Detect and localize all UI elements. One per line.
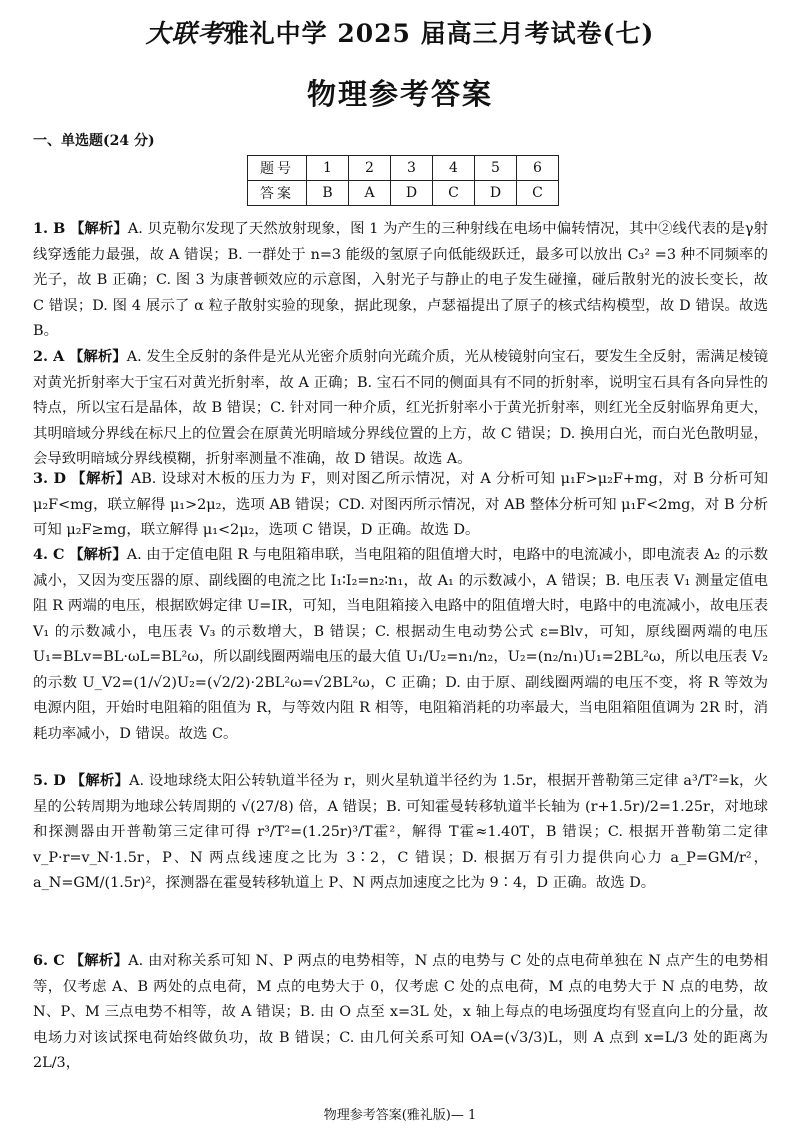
analysis-tag: 【解析】 [68, 348, 127, 365]
page-footer: 物理参考答案(雅礼版)— 1 [323, 1108, 477, 1123]
explanation-text: A. 由对称关系可知 N、P 两点的电势相等，N 点的电势与 C 处的点电荷单独在 N 点产生的电势相等，仅考虑 A、B 两处的点电荷，M 点的电势大于 0，仅考虑 C 处的点电荷，M 点的电势大于 N 点的电势，故 N、P、M 三点电势不相等，故 A 错误；B. 由 O 点至 x=3L 处，x 轴上每点的电场强度均有竖直向上的分量，故电场力对该试探电荷始终做负功，故 B 错误；C. 由几何关系可知 OA=(√3/3)L，则 A 点到 x=L/3 处的距离为 2L/3， [33, 953, 768, 1071]
question-2-explanation [33, 344, 768, 473]
page-title: 物理参考答案 [306, 77, 493, 111]
question-6-explanation [33, 948, 768, 1077]
analysis-tag: 【解析】 [69, 546, 127, 563]
question-number: 3. D [33, 470, 67, 487]
header-exam-name: 雅礼中学 2025 届高三月考试卷(七) [223, 19, 655, 48]
answer-table [247, 155, 559, 206]
answer-cell: C [517, 181, 559, 206]
answer-cell: A [349, 181, 391, 206]
question-number: 1. B [33, 220, 66, 237]
question-number-cell: 3 [391, 156, 433, 181]
explanation-text: A. 发生全反射的条件是光从光密介质射向光疏介质，光从棱镜射向宝石，要发生全反射，需满足棱镜对黄光折射率大于宝石对黄光折射率，故 A 正确；B. 宝石不同的侧面具有不同的折射率，说明宝石具有各向异性的特点，所以宝石是晶体，故 B 错误；C. 针对同一种介质，红光折射率小于黄光折射率，则红光全反射临界角更大，其明暗域分界线在标尺上的位置会在原黄光明暗域分界线位置的上方，故 C 错误；D. 换用白光，而白光色散明显，会导致明暗域分界线模糊，折射率测量不准确，故 D 错误。故选 A。 [33, 349, 769, 467]
question-number: 2. A [33, 348, 65, 365]
explanation-text: A. 由于定值电阻 R 与电阻箱串联，当电阻箱的阻值增大时，电路中的电流减小，即电流表 A₂ 的示数减小，又因为变压器的原、副线圈的电流之比 I₁∶I₂=n₂∶n₁，故 A₁ 的示数减小，A 错误；B. 电压表 V₁ 测量定值电阻 R 两端的电压，根据欧姆定律 U=IR，可知，当电阻箱接入电路中的阻值增大时，电路中的电流减小，故电压表 V₁ 的示数减小，电压表 V₃ 的示数增大，B 错误；C. 根据动生电动势公式 ε=Blv，可知，原线圈两端的电压 U₁=BLv=BL·ωL=BL²ω，所以副线圈两端电压的最大值 U₁/U₂=n₁/n₂，U₂=(n₂/n₁)U₁=2BL²ω，所以电压表 V₂ 的示数 U_V2=(1/√2)U₂=(√2/2)·2BL²ω=√2BL²ω，C 正确；D. 由于原、副线圈两端的电压不变，将 R 等效为电源内阻，开始时电阻箱的阻值为 R，与等效内阻 R 相等，电阻箱消耗的功率最大，当电阻箱阻值调为 2R 时，消耗功率减小，D 错误。故选 C。 [33, 547, 768, 742]
analysis-tag: 【解析】 [71, 470, 131, 487]
exam-header [0, 14, 800, 50]
question-number-cell: 5 [475, 156, 517, 181]
question-number: 4. C [33, 546, 65, 563]
question-number: 6. C [33, 952, 65, 969]
question-number-cell: 1 [307, 156, 349, 181]
answer-cell: D [391, 181, 433, 206]
answer-table-answer-row [248, 181, 559, 206]
analysis-tag: 【解析】 [70, 772, 130, 789]
answer-cell: D [475, 181, 517, 206]
header-brand: 大联考 [145, 19, 224, 48]
explanation-text: AB. 设球对木板的压力为 F，则对图乙所示情况，对 A 分析可知 μ₁F>μ₂F+mg，对 B 分析可知 μ₂F<mg，联立解得 μ₁>2μ₂，选项 AB 错误；CD. 对图丙所示情况，对 AB 整体分析可知 μ₁F<2mg，对 B 分析可知 μ₂F≥mg，联立解得 μ₁<2μ₂，选项 C 错误，D 正确。故选 D。 [33, 471, 769, 538]
answer-cell: B [307, 181, 349, 206]
explanation-text: A. 贝克勒尔发现了天然放射现象，图 1 为产生的三种射线在电场中偏转情况，其中②线代表的是γ射线穿透能力最强，故 A 错误；B. 一群处于 n=3 能级的氢原子向低能级跃迁，最多可以放出 C₃² =3 种不同频率的光子，故 B 正确；C. 图 3 为康普顿效应的示意图，入射光子与静止的电子发生碰撞，碰后散射光的波长变长，故 C 错误；D. 图 4 展示了 α 粒子散射实验的现象，据此现象，卢瑟福提出了原子的核式结构模型，故 D 错误。故选 B。 [33, 221, 768, 339]
answer-cell: C [433, 181, 475, 206]
question-5-explanation [33, 768, 768, 897]
question-number: 5. D [33, 772, 66, 789]
question-1-explanation [33, 216, 768, 345]
question-3-explanation [33, 466, 768, 544]
row-label-number: 题号 [248, 156, 307, 181]
question-number-cell: 4 [433, 156, 475, 181]
question-4-explanation [33, 542, 768, 747]
row-label-answer: 答案 [248, 181, 307, 206]
question-number-cell: 6 [517, 156, 559, 181]
answer-table-number-row [248, 156, 559, 181]
section-heading: 一、单选题(24 分) [33, 133, 155, 149]
analysis-tag: 【解析】 [69, 220, 128, 237]
analysis-tag: 【解析】 [69, 952, 129, 969]
explanation-text: A. 设地球绕太阳公转轨道半径为 r，则火星轨道半径约为 1.5r，根据开普勒第三定律 a³/T²=k，火星的公转周期为地球公转周期的 √(27/8) 倍，A 错误；B. 可知霍曼转移轨道半长轴为 (r+1.5r)/2=1.25r，对地球和探测器由开普勒第三定律可得 r³/T²=(1.25r)³/T霍²，解得 T霍≈1.40T，B 错误；C. 根据开普勒第二定律 v_P·r=v_N·1.5r，P、N 两点线速度之比为 3∶2，C 错误；D. 根据万有引力提供向心力 a_P=GM/r²，a_N=GM/(1.5r)²，探测器在霍曼转移轨道上 P、N 两点加速度之比为 9∶4，D 正确。故选 D。 [33, 773, 769, 891]
question-number-cell: 2 [349, 156, 391, 181]
